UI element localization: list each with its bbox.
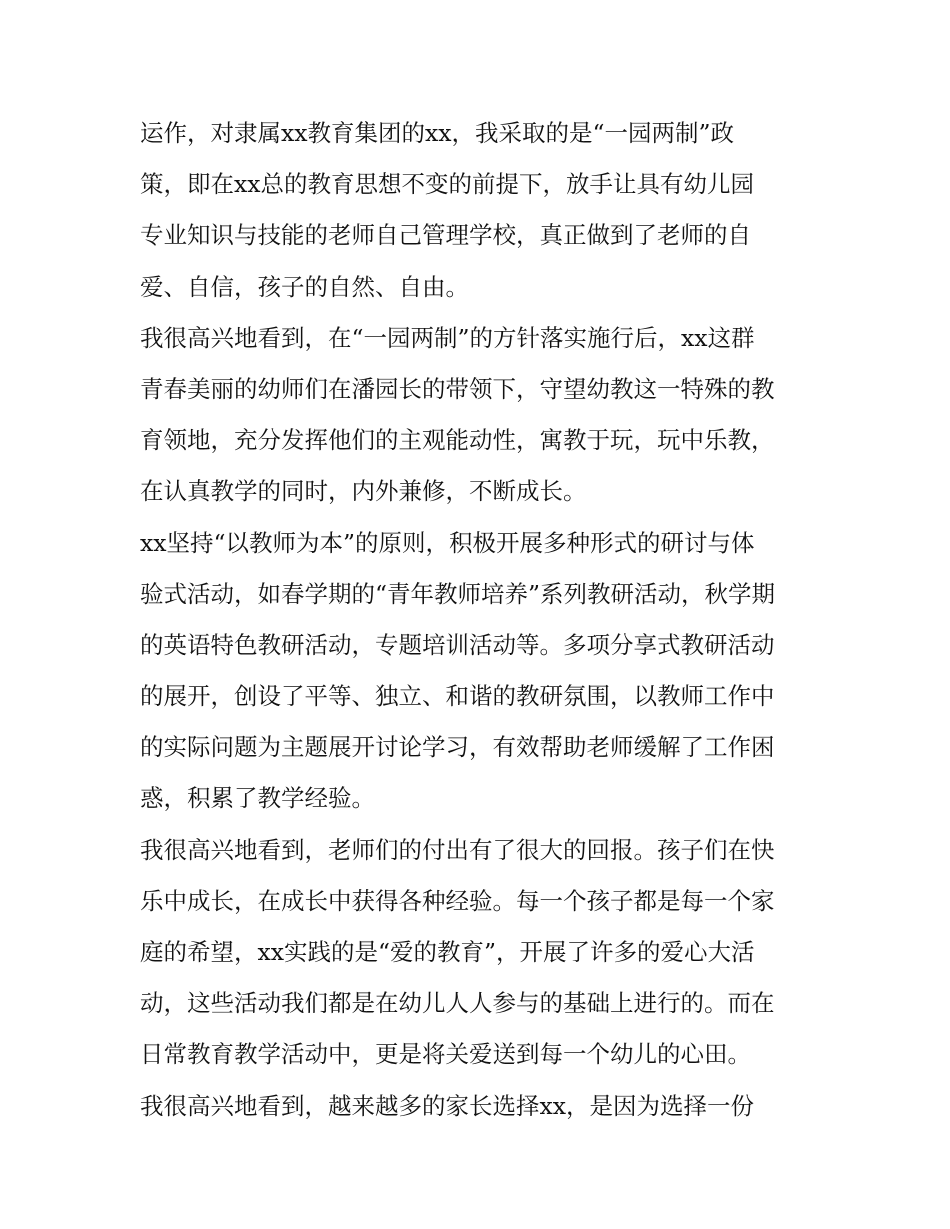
text-line: 青春美丽的幼师们在潘园长的带领下，守望幼教这一特殊的教 [140, 374, 775, 403]
text-line: 在认真教学的同时，内外兼修，不断成长。 [140, 477, 587, 506]
text-line: 我很高兴地看到，在“一园两制”的方针落实施行后，xx这群 [140, 323, 755, 352]
text-line: 的英语特色教研活动，专题培训活动等。多项分享式教研活动 [140, 630, 775, 659]
text-line: 乐中成长，在成长中获得各种经验。每一个孩子都是每一个家 [140, 886, 775, 915]
document-body [140, 108, 820, 1132]
text-line: 的展开，创设了平等、独立、和谐的教研氛围，以教师工作中 [140, 682, 775, 711]
text-line: 爱、自信，孩子的自然、自由。 [140, 272, 469, 301]
text-line: 的实际问题为主题展开讨论学习，有效帮助老师缓解了工作困 [140, 733, 775, 762]
text-line: 我很高兴地看到，老师们的付出有了很大的回报。孩子们在快 [140, 835, 775, 864]
text-line: 惑，积累了教学经验。 [140, 784, 375, 813]
text-line: 育领地，充分发挥他们的主观能动性，寓教于玩，玩中乐教， [140, 426, 775, 455]
text-line: 策，即在xx总的教育思想不变的前提下，放手让具有幼儿园 [140, 170, 755, 199]
text-line: 庭的希望，xx实践的是“爱的教育”，开展了许多的爱心大活 [140, 938, 755, 966]
text-line: 验式活动，如春学期的“青年教师培养”系列教研活动，秋学期 [140, 579, 776, 608]
text-line: 专业知识与技能的老师自己管理学校，真正做到了老师的自 [140, 221, 751, 250]
text-line: xx坚持“以教师为本”的原则，积极开展多种形式的研讨与体 [140, 528, 755, 557]
text-line: 我很高兴地看到，越来越多的家长选择xx，是因为选择一份 [140, 1091, 755, 1120]
text-line: 日常教育教学活动中，更是将关爱送到每一个幼儿的心田。 [140, 1040, 751, 1069]
text-line: 运作，对隶属xx教育集团的xx，我采取的是“一园两制”政 [140, 119, 735, 147]
text-line: 动，这些活动我们都是在幼儿人人参与的基础上进行的。而在 [140, 989, 775, 1018]
